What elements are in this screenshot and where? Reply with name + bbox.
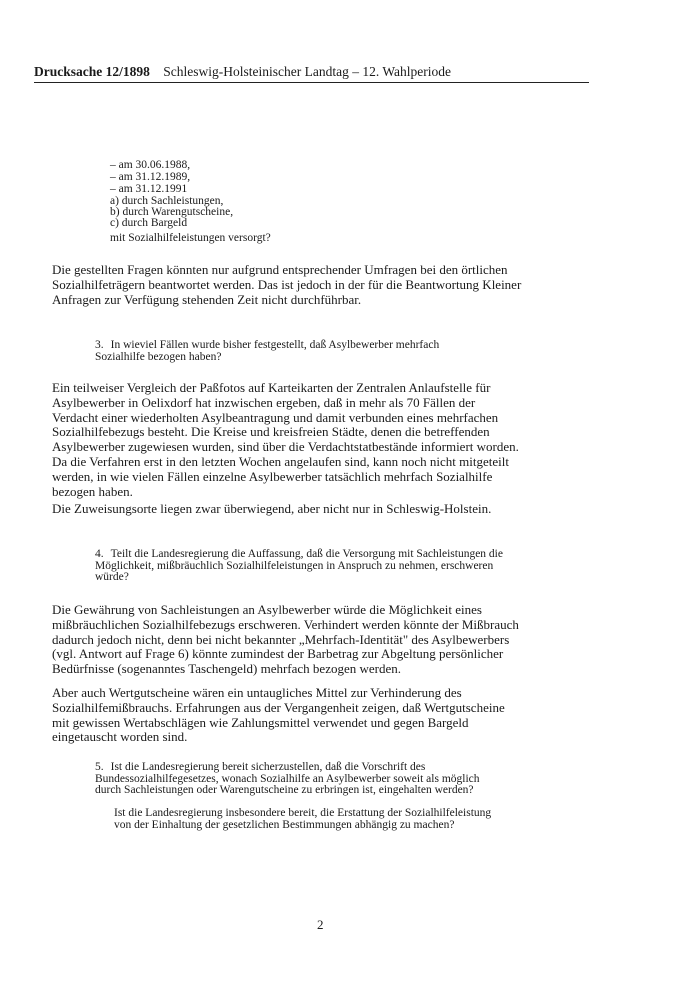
answer-4-paragraph-1: Die Gewährung von Sachleistungen an Asylbewerber würde die Möglichkeit eines mißbräuchlichen Sozialhilfebezugs erschweren. Verhindert werden könnte der Mißbrauch dadurch jedoch nicht, denn bei nicht bekannter „Mehrfach-Identität" des Asylbewerbers (vgl. Antwort auf Frage 6) könnte zumindest der Barbetrag zur Abgeltung persönlicher Bedürfnisse (sogenanntes Taschengeld) mehrfach bezogen werden. <box>52 602 519 677</box>
date-list <box>110 159 190 195</box>
page-header <box>34 64 589 83</box>
question2-closing: mit Sozialhilfeleistungen versorgt? <box>110 232 271 244</box>
date-item: – am 30.06.1988, <box>110 159 191 171</box>
question-number: 5. <box>95 761 104 773</box>
question-4 <box>95 549 505 584</box>
answer-2: Die gestellten Fragen könnten nur aufgrund entsprechender Umfragen bei den örtlichen Sozialhilfeträgern beantwortet werden. Das ist jedoch in der für die Beantwortung Kleiner Anfragen zur Verfügung stehenden Zeit nicht durchführbar. <box>52 262 522 307</box>
answer-3-paragraph-1: Ein teilweiser Vergleich der Paßfotos auf Karteikarten der Zentralen Anlaufstelle für Asylbewerber in Oelixdorf hat inzwischen ergeben, daß in mehr als 70 Fällen der Verdacht einer wiederholten Asylbeantragung und damit verbunden eines mehrfachen Sozialhilfebezugs besteht. Die Kreise und kreisfreien Städte, denen die betreffenden Asylbewerber zugewiesen wurden, sind über die Verdachtstatbestände informiert worden. Da die Verfahren erst in den letzten Wochen angelaufen sind, kann noch nicht mitgeteilt werden, in wie vielen Fällen einzelne Asylbewerber tatsächlich mehrfach Sozialhilfe bezogen haben. <box>52 380 519 499</box>
question-5 <box>95 762 495 797</box>
method-list <box>110 196 233 229</box>
method-item: c) durch Bargeld <box>110 217 188 229</box>
question-text: In wieviel Fällen wurde bisher festgestellt, daß Asylbewerber mehrfach Sozialhilfe bezogen haben? <box>95 339 440 363</box>
answer-3-paragraph-2: Die Zuweisungsorte liegen zwar überwiegend, aber nicht nur in Schleswig-Holstein. <box>52 501 492 516</box>
header-title: Schleswig-Holsteinischer Landtag – 12. Wahlperiode <box>163 64 451 79</box>
question-number: 3. <box>95 339 104 351</box>
document-number: Drucksache 12/1898 <box>34 64 150 79</box>
question-text: Ist die Landesregierung bereit sicherzustellen, daß die Vorschrift des Bundessozialhilfegesetzes, wonach Sozialhilfe an Asylbewerber soweit als möglich durch Sachleistungen oder Warengutscheine zu erbringen ist, eingehalten werden? <box>95 761 480 796</box>
page-number: 2 <box>317 917 324 932</box>
question-number: 4. <box>95 548 104 560</box>
question-text: Teilt die Landesregierung die Auffassung, daß die Versorgung mit Sachleistungen die Möglichkeit, mißbräuchlich Sozialhilfeleistungen in Anspruch zu nehmen, erschweren würde? <box>95 548 503 583</box>
method-item: b) durch Warengutscheine, <box>110 206 234 218</box>
question-3 <box>95 340 485 363</box>
date-item: – am 31.12.1989, <box>110 171 191 183</box>
date-item: – am 31.12.1991 <box>110 183 188 195</box>
method-item: a) durch Sachleistungen, <box>110 195 224 207</box>
question-5-part-2: Ist die Landesregierung insbesondere bereit, die Erstattung der Sozialhilfeleistung von der Einhaltung der gesetzlichen Bestimmungen abhängig zu machen? <box>114 807 492 831</box>
answer-4-paragraph-2: Aber auch Wertgutscheine wären ein untaugliches Mittel zur Verhinderung des Sozialhilfemißbrauchs. Erfahrungen aus der Vergangenheit zeigen, daß Wertgutscheine mit gewissen Wertabschlägen wie Zahlungsmittel verwendet und gegen Bargeld eingetauscht worden sind. <box>52 685 505 745</box>
